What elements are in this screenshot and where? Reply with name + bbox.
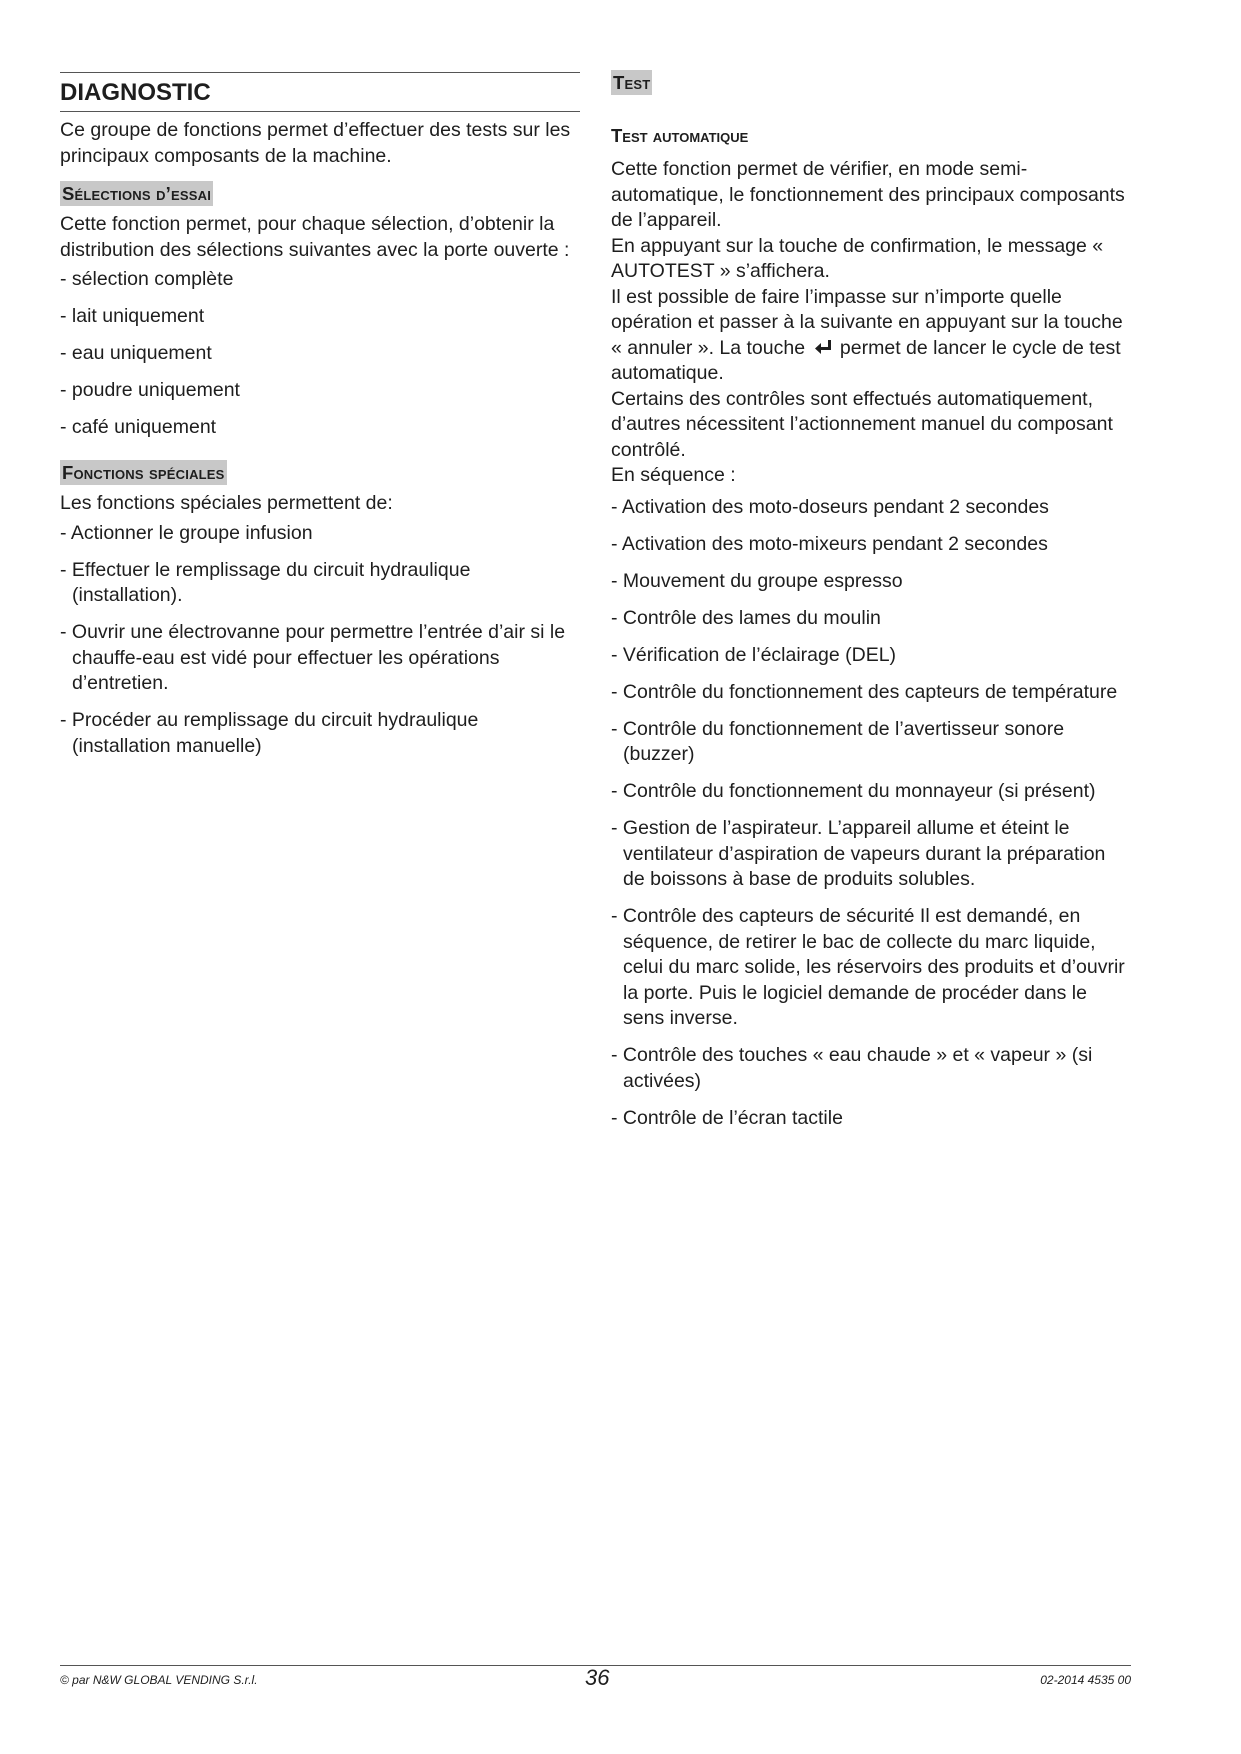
auto-test-text-3	[611, 285, 1131, 387]
auto-test-text-4: Certains des contrôles sont effectués automatiquement, d’autres nécessitent l’actionnement manuel du composant contrôlé.	[611, 387, 1113, 461]
footer-copyright: © par N&W GLOBAL VENDING S.r.l.	[60, 1673, 258, 1687]
auto-test-text-3a: Il est possible de faire l’impasse sur n’importe quelle opération et passer à la suivante en appuyant sur la touche « annuler ». La touche	[611, 285, 1123, 359]
auto-test-text-3b: permet de lancer le cycle de test automatique.	[611, 336, 1121, 384]
list-item: - Contrôle des lames du moulin	[611, 606, 881, 629]
list-item: - Contrôle des capteurs de sécurité Il est demandé, en séquence, de retirer le bac de collecte du marc liquide, celui du marc solide, les réservoirs des produits et d’ouvrir la porte. Puis le logiciel demande de procéder dans le sens inverse.	[611, 905, 1125, 1029]
selections-list	[60, 267, 580, 441]
footer-doc-code: 02-2014 4535 00	[1040, 1673, 1131, 1687]
auto-test-list	[611, 495, 1131, 1132]
left-column	[60, 70, 580, 771]
page-title: DIAGNOSTIC	[60, 72, 580, 112]
auto-test-text-2: En appuyant sur la touche de confirmation, le message « AUTOTEST » s’affichera.	[611, 234, 1104, 282]
list-item: - Effectuer le remplissage du circuit hydraulique (installation).	[60, 558, 471, 606]
list-item: - Contrôle des touches « eau chaude » et « vapeur » (si activées)	[611, 1044, 1093, 1092]
list-item: - Gestion de l’aspirateur. L’appareil allume et éteint le ventilateur d’aspiration de vapeurs durant la préparation de boissons à base de produits solubles.	[611, 817, 1106, 890]
list-item: - Activation des moto-doseurs pendant 2 secondes	[611, 495, 1049, 518]
list-item: - eau uniquement	[60, 342, 212, 364]
special-functions-list	[60, 521, 580, 760]
list-item: - Contrôle de l’écran tactile	[611, 1106, 843, 1129]
list-item: - Mouvement du groupe espresso	[611, 569, 903, 592]
section-text-selections: Cette fonction permet, pour chaque sélection, d’obtenir la distribution des sélections suivantes avec la porte ouverte :	[60, 213, 570, 261]
section-text-special: Les fonctions spéciales permettent de:	[60, 492, 393, 514]
list-item: - lait uniquement	[60, 305, 205, 327]
section-heading-test: Test	[613, 72, 651, 93]
section-heading-selections: Sélections d’essai	[62, 183, 212, 204]
list-item: - Vérification de l’éclairage (DEL)	[611, 643, 897, 666]
list-item: - Actionner le groupe infusion	[60, 521, 313, 544]
list-item: - café uniquement	[60, 416, 217, 438]
subsection-heading-auto-test: Test automatique	[611, 125, 749, 146]
list-item: - sélection complète	[60, 268, 234, 290]
enter-key-icon	[813, 339, 833, 357]
section-heading-special: Fonctions spéciales	[62, 462, 225, 483]
list-item: - Contrôle du fonctionnement de l’avertisseur sonore (buzzer)	[611, 717, 1065, 765]
page-number: 36	[585, 1665, 610, 1690]
list-item: - Procéder au remplissage du circuit hydraulique (installation manuelle)	[60, 709, 479, 757]
right-column	[611, 70, 1131, 1143]
list-item: - poudre uniquement	[60, 379, 240, 401]
auto-test-text-1: Cette fonction permet de vérifier, en mode semi-automatique, le fonctionnement des principaux composants de l’appareil.	[611, 158, 1125, 231]
list-item: - Contrôle du fonctionnement du monnayeur (si présent)	[611, 780, 1096, 802]
intro-text: Ce groupe de fonctions permet d’effectuer des tests sur les principaux composants de la machine.	[60, 119, 571, 167]
list-item: - Contrôle du fonctionnement des capteurs de température	[611, 680, 1118, 703]
auto-test-text-5: En séquence :	[611, 464, 736, 486]
list-item: - Ouvrir une électrovanne pour permettre l’entrée d’air si le chauffe-eau est vidé pour effectuer les opérations d’entretien.	[60, 621, 566, 694]
list-item: - Activation des moto-mixeurs pendant 2 secondes	[611, 532, 1048, 555]
